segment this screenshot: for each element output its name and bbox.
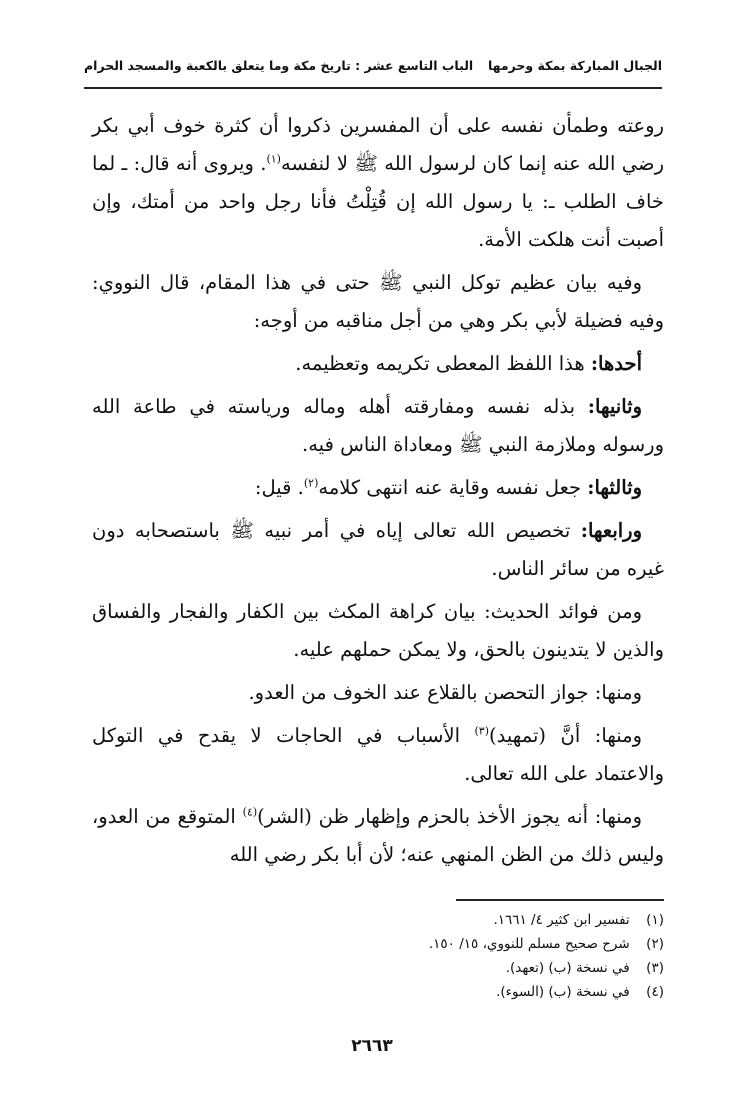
page-number: ٢٦٦٣	[351, 1036, 393, 1056]
footnote-3-number: (٣)	[646, 960, 664, 976]
footnote-ref-3: (٣)	[474, 724, 490, 738]
paragraph-9-text-b: الأسباب في الحاجات لا يقدح في التوكل والاعتماد على الله تعالى.	[92, 724, 664, 785]
paragraph-2: وفيه بيان عظيم توكل النبي ﷺ حتى في هذا المقام، قال النووي: وفيه فضيلة لأبي بكر وهي من أجل مناقبه من أوجه:	[92, 271, 664, 332]
footnote-4-number: (٤)	[646, 984, 664, 1000]
paragraph-7: ومن فوائد الحديث: بيان كراهة المكث بين الكفار والفجار والفساق والذين لا يتدينون بالحق، ولا يمكن حملهم عليه.	[92, 600, 664, 661]
paragraph-5	[92, 469, 664, 507]
footnote-ref-4: (٤)	[242, 805, 258, 819]
footnote-ref-2: (٢)	[303, 476, 319, 490]
paragraph-1-text-b: . ويروى أنه قال: ـ لما خاف الطلب ـ: يا رسول الله إن قُتِلْتُ فأنا رجل واحد من أمتك، وإن أصبت أنت هلكت الأمة.	[92, 152, 664, 251]
footnotes	[120, 908, 664, 1004]
paragraph-9	[92, 717, 664, 793]
paragraph-10	[92, 798, 664, 874]
paragraph-6-text: تخصيص الله تعالى إياه في أمر نبيه ﷺ باستصحابه دون غيره من سائر الناس.	[92, 519, 664, 580]
paragraph-6	[92, 512, 664, 588]
paragraph-8: ومنها: جواز التحصن بالقلاع عند الخوف من العدو.	[248, 681, 642, 704]
paragraph-4-text: بذله نفسه ومفارقته أهله وماله ورياسته في طاعة الله ورسوله وملازمة النبي ﷺ ومعاداة الناس فيه.	[92, 395, 664, 456]
paragraph-1-text-a: روعته وطمأن نفسه على أن المفسرين ذكروا أن كثرة خوف أبي بكر رضي الله عنه إنما كان لرسول الله ﷺ لا لنفسه	[92, 114, 664, 175]
paragraph-4	[92, 388, 664, 464]
paragraph-9-text-a: ومنها: أنَّ (تمهيد)	[489, 724, 643, 747]
footnote-2	[120, 932, 664, 956]
paragraph-5-after: . قيل:	[254, 476, 304, 499]
paragraph-10-text-a: ومنها: أنه يجوز الأخذ بالحزم وإظهار ظن (الشر)	[257, 805, 643, 828]
header-chapter-title: الجبال المباركة بمكة وحرمها	[487, 58, 662, 73]
footnote-4-text: في نسخة (ب) (السوء).	[496, 984, 630, 1000]
footnote-1-number: (١)	[646, 912, 664, 928]
paragraph-4-label: وثانيها:	[587, 395, 642, 418]
footnote-3-text: في نسخة (ب) (تعهد).	[505, 960, 630, 976]
paragraph-5-text: جعل نفسه وقاية عنه انتهى كلامه	[318, 476, 588, 499]
paragraph-5-label: وثالثها:	[587, 476, 642, 499]
footnote-ref-1: (١)	[266, 152, 281, 166]
running-header	[84, 52, 662, 82]
paragraph-3-label: أحدها:	[590, 352, 642, 375]
footnote-2-text: شرح صحيح مسلم للنووي، ١٥/ ١٥٠.	[428, 936, 630, 952]
paragraph-3	[92, 345, 664, 383]
footnote-3	[120, 956, 664, 980]
footnote-2-number: (٢)	[646, 936, 664, 952]
footnote-1-text: تفسير ابن كثير ٤/ ١٦٦١.	[493, 912, 630, 928]
paragraph-1	[92, 107, 664, 259]
main-text	[92, 107, 664, 879]
paragraph-10-text-b: المتوقع من العدو، وليس ذلك من الظن المنهي عنه؛ لأن أبا بكر رضي الله	[92, 805, 664, 866]
footnote-4	[120, 980, 664, 1004]
footnote-divider	[456, 899, 664, 901]
header-divider	[84, 87, 662, 89]
header-section-title: الباب التاسع عشر : تاريخ مكة وما يتعلق بالكعبة والمسجد الحرام	[84, 58, 474, 73]
footnote-1	[120, 908, 664, 932]
paragraph-3-text: هذا اللفظ المعطى تكريمه وتعظيمه.	[295, 352, 591, 375]
paragraph-6-label: ورابعها:	[580, 519, 642, 542]
